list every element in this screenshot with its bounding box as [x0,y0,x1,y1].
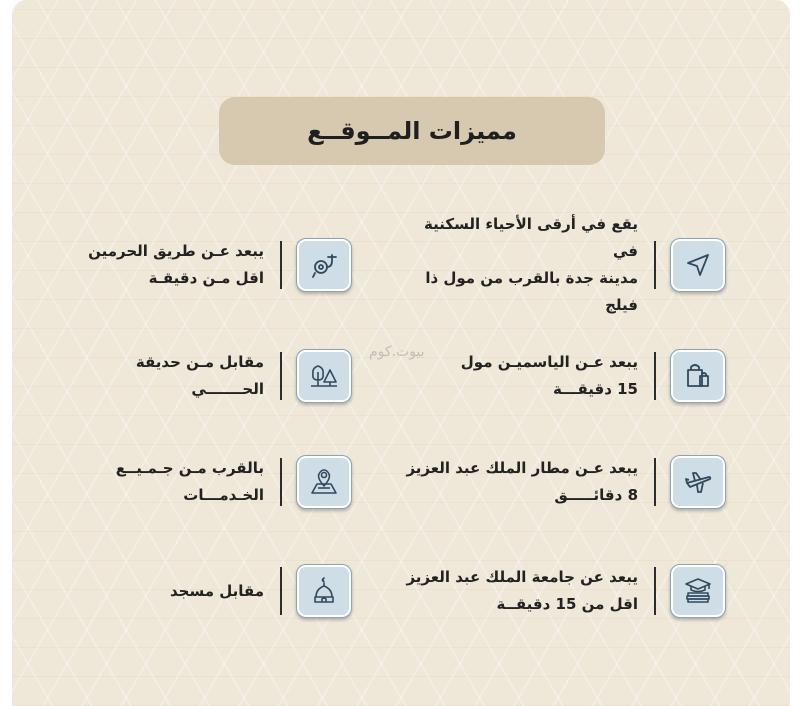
divider [654,241,656,289]
feature-location [396,215,726,314]
feature-park [84,341,414,411]
divider [280,458,282,506]
feature-services [84,447,414,517]
feature-line: 15 دقيقـــة [552,380,638,398]
trees-park-icon [296,349,352,403]
page-title: مميزات المــوقــع [307,117,517,145]
map-pin-icon [296,455,352,509]
watermark: بيوت.كوم [369,344,425,360]
feature-road [84,230,414,300]
divider [654,567,656,615]
feature-line: بالقرب مـن جـمـيــع [115,459,264,477]
feature-university [396,556,726,626]
feature-line: يبعد عـن مطار الملك عبد العزيز [406,459,638,477]
feature-text [396,455,638,509]
feature-line: يبعد عـن طريق الحرمين [88,242,264,260]
feature-text [396,211,638,319]
feature-line: 8 دقائـــــق [554,486,638,504]
title-box [219,97,605,165]
divider [280,241,282,289]
divider [654,458,656,506]
feature-line: اقل مـن دقيقـة [148,269,264,287]
feature-line: مدينة جدة بالقرب من مول ذا فيلج [425,269,638,314]
feature-line: يبعد عن جامعة الملك عبد العزيز [406,568,638,586]
feature-line: اقل من 15 دقيقــة [496,595,638,613]
graduation-books-icon [670,564,726,618]
divider [280,352,282,400]
navigation-arrow-icon [670,238,726,292]
feature-airport [396,447,726,517]
divider [654,352,656,400]
feature-line: يبعد عـن الياسميـن مول [460,353,638,371]
feature-line: يقع في أرقى الأحياء السكنية في [424,215,638,260]
feature-text [84,238,264,292]
feature-line: الحـــــــي [191,380,264,398]
feature-text [84,578,264,605]
mosque-icon [296,564,352,618]
feature-text [396,349,638,403]
divider [280,567,282,615]
road-route-icon [296,238,352,292]
shopping-bag-icon [670,349,726,403]
airplane-icon [670,455,726,509]
feature-line: مقابل مسجد [170,581,264,600]
feature-mosque [84,556,414,626]
feature-line: الخـدمـــات [183,486,264,504]
feature-text [84,349,264,403]
feature-line: مقابل مـن حديقة [135,353,264,371]
feature-text [396,564,638,618]
feature-text [84,455,264,509]
feature-mall [396,341,726,411]
